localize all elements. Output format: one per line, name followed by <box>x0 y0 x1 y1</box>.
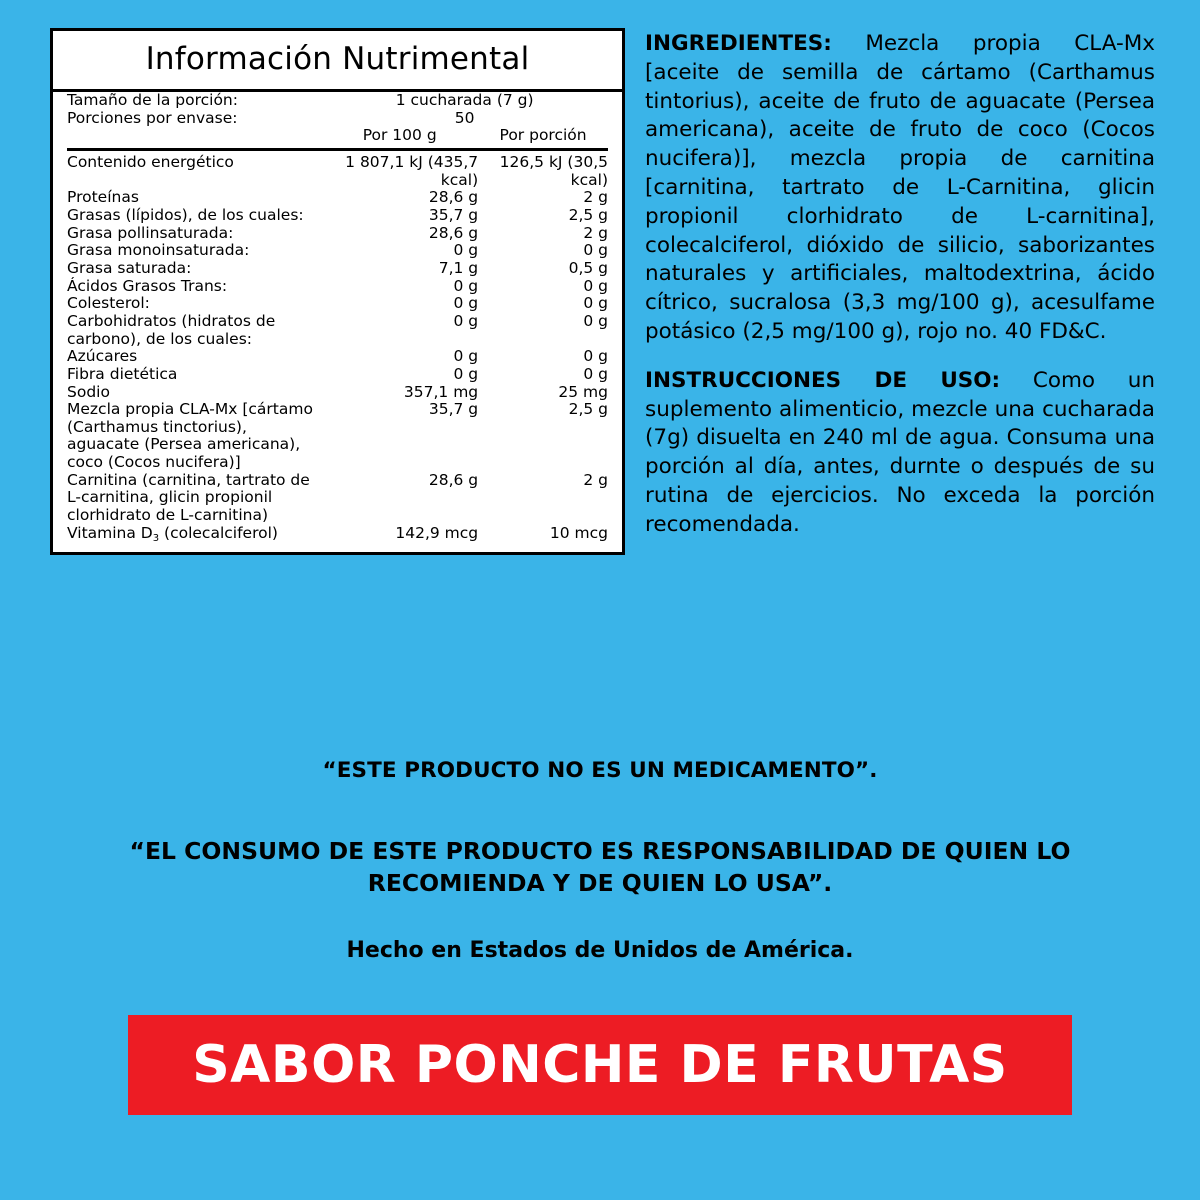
nutrient-label: Vitamina $D_3$ (colecalciferol) <box>67 523 278 544</box>
nutrient-label: Contenido energético <box>67 152 234 171</box>
table-row <box>67 384 608 402</box>
nutrient-perserving: 10 mcg <box>549 523 608 542</box>
table-row <box>67 313 608 348</box>
nutrient-perserving: 2 g <box>583 470 608 489</box>
nutrient-perserving: 0,5 g <box>568 258 608 277</box>
nutrient-perserving: 25 mg <box>558 382 608 401</box>
table-row <box>67 242 608 260</box>
nutrition-panel-title: Información Nutrimental <box>145 41 530 77</box>
nutrient-label: Mezcla propia CLA-Mx [cártamo (Carthamus tinctorius), aguacate (Persea americana), coco (Cocos nucifera)] <box>67 400 313 472</box>
table-row <box>67 207 608 225</box>
column-header-blank <box>67 127 321 145</box>
ingredients-heading: INGREDIENTES: <box>645 31 832 56</box>
serving-size-label: Tamaño de la porción: <box>67 91 238 109</box>
nutrient-label: Fibra dietética <box>67 364 178 383</box>
nutrient-perserving: 0 g <box>583 364 608 383</box>
disclaimer-not-medicine: “ESTE PRODUCTO NO ES UN MEDICAMENTO”. <box>322 758 878 783</box>
nutrient-label: Ácidos Grasos Trans: <box>67 276 228 295</box>
nutrient-per100: 35,7 g <box>428 205 479 224</box>
column-header-per100: Por 100 g <box>362 126 437 145</box>
table-row <box>67 348 608 366</box>
table-row <box>67 110 608 128</box>
table-row <box>67 525 608 543</box>
nutrient-label: Proteínas <box>67 188 139 207</box>
nutrient-perserving: 2 g <box>583 188 608 207</box>
servings-per-container-value: 50 <box>454 108 475 127</box>
nutrient-per100: 0 g <box>453 276 479 295</box>
nutrient-per100: 28,6 g <box>428 188 479 207</box>
instructions-text: Como un suplemento alimenticio, mezcle una cucharada (7g) disuelta en 240 ml de agua. Consuma una porción al día, antes, durnte o después de su rutina de ejercicios. No exceda la porción recomendada. <box>645 367 1155 537</box>
nutrient-perserving: 0 g <box>583 276 608 295</box>
instructions-heading: INSTRUCCIONES DE USO: <box>645 367 1001 393</box>
table-row <box>67 154 608 189</box>
flavor-banner <box>128 1015 1072 1115</box>
instructions-paragraph <box>645 367 1155 540</box>
nutrient-perserving: 2 g <box>583 223 608 242</box>
servings-per-container-label: Porciones por envase: <box>67 108 238 127</box>
nutrient-per100: 7,1 g <box>438 258 479 277</box>
table-row <box>67 278 608 296</box>
nutrient-label: Grasa monoinsaturada: <box>67 241 250 260</box>
table-row <box>67 472 608 525</box>
nutrient-perserving: 0 g <box>583 294 608 313</box>
nutrient-perserving: 0 g <box>583 311 608 330</box>
table-row <box>67 189 608 207</box>
nutrient-per100: 0 g <box>453 364 479 383</box>
product-info-column <box>645 30 1155 560</box>
ingredients-text: Mezcla propia CLA-Mx [aceite de semilla de cártamo (Carthamus tintorius), aceite de fruto de aguacate (Persea americana), aceite de fruto de coco (Cocos nucifera)], mezcla propia de carnitina [carnitina, tartrato de L-Carnitina, glicin propionil clorhidrato de L-carnitina], colecalciferol, dióxido de silicio, saborizantes naturales y artificiales, maltodextrina, ácido cítrico, sucralosa (3,3 mg/100 g), acesulfame potásico (2,5 mg/100 g), rojo no. 40 FD&C. <box>645 31 1155 344</box>
nutrient-perserving: 2,5 g <box>568 205 608 224</box>
nutrient-per100: 28,6 g <box>428 470 479 489</box>
nutrient-label: Sodio <box>67 382 110 401</box>
nutrient-per100: 0 g <box>453 294 479 313</box>
table-header-row <box>67 127 608 145</box>
nutrient-per100: 0 g <box>453 311 479 330</box>
nutrient-perserving: 126,5 kJ (30,5 kcal) <box>499 152 608 189</box>
nutrient-per100: 142,9 mcg <box>395 523 479 542</box>
nutrient-label: Carnitina (carnitina, tartrato de L-carnitina, glicin propionil clorhidrato de L-carnitina) <box>67 470 310 525</box>
nutrient-per100: 28,6 g <box>428 223 479 242</box>
table-row <box>67 295 608 313</box>
nutrient-per100: 0 g <box>453 347 479 366</box>
nutrient-label: Carbohidratos (hidratos de carbono), de los cuales: <box>67 311 276 348</box>
table-row <box>67 92 608 110</box>
nutrition-table <box>67 92 608 542</box>
nutrient-label: Grasas (lípidos), de los cuales: <box>67 205 304 224</box>
nutrient-label: Colesterol: <box>67 294 150 313</box>
nutrient-per100: 0 g <box>453 241 479 260</box>
flavor-label: SABOR PONCHE DE FRUTAS <box>192 1035 1008 1095</box>
nutrient-perserving: 2,5 g <box>568 400 608 419</box>
ingredients-paragraph <box>645 30 1155 347</box>
serving-size-value: 1 cucharada (7 g) <box>395 91 534 109</box>
column-header-perserving: Por porción <box>499 126 587 145</box>
made-in-text: Hecho en Estados de Unidos de América. <box>346 938 854 963</box>
nutrient-per100: 1 807,1 kJ (435,7 kcal) <box>345 152 479 189</box>
table-row <box>67 401 608 472</box>
table-row <box>67 260 608 278</box>
table-row <box>67 366 608 384</box>
nutrition-facts-panel <box>50 28 625 555</box>
nutrient-per100: 357,1 mg <box>403 382 479 401</box>
nutrient-label: Azúcares <box>67 347 138 366</box>
nutrition-panel-body <box>53 92 622 552</box>
nutrient-label: Grasa saturada: <box>67 258 192 277</box>
disclaimer-responsibility: “EL CONSUMO DE ESTE PRODUCTO ES RESPONSABILIDAD DE QUIEN LO RECOMIENDA Y DE QUIEN LO USA”. <box>129 837 1071 898</box>
nutrient-perserving: 0 g <box>583 241 608 260</box>
nutrient-per100: 35,7 g <box>428 400 479 419</box>
table-row <box>67 225 608 243</box>
nutrient-perserving: 0 g <box>583 347 608 366</box>
nutrient-label: Grasa pollinsaturada: <box>67 223 234 242</box>
